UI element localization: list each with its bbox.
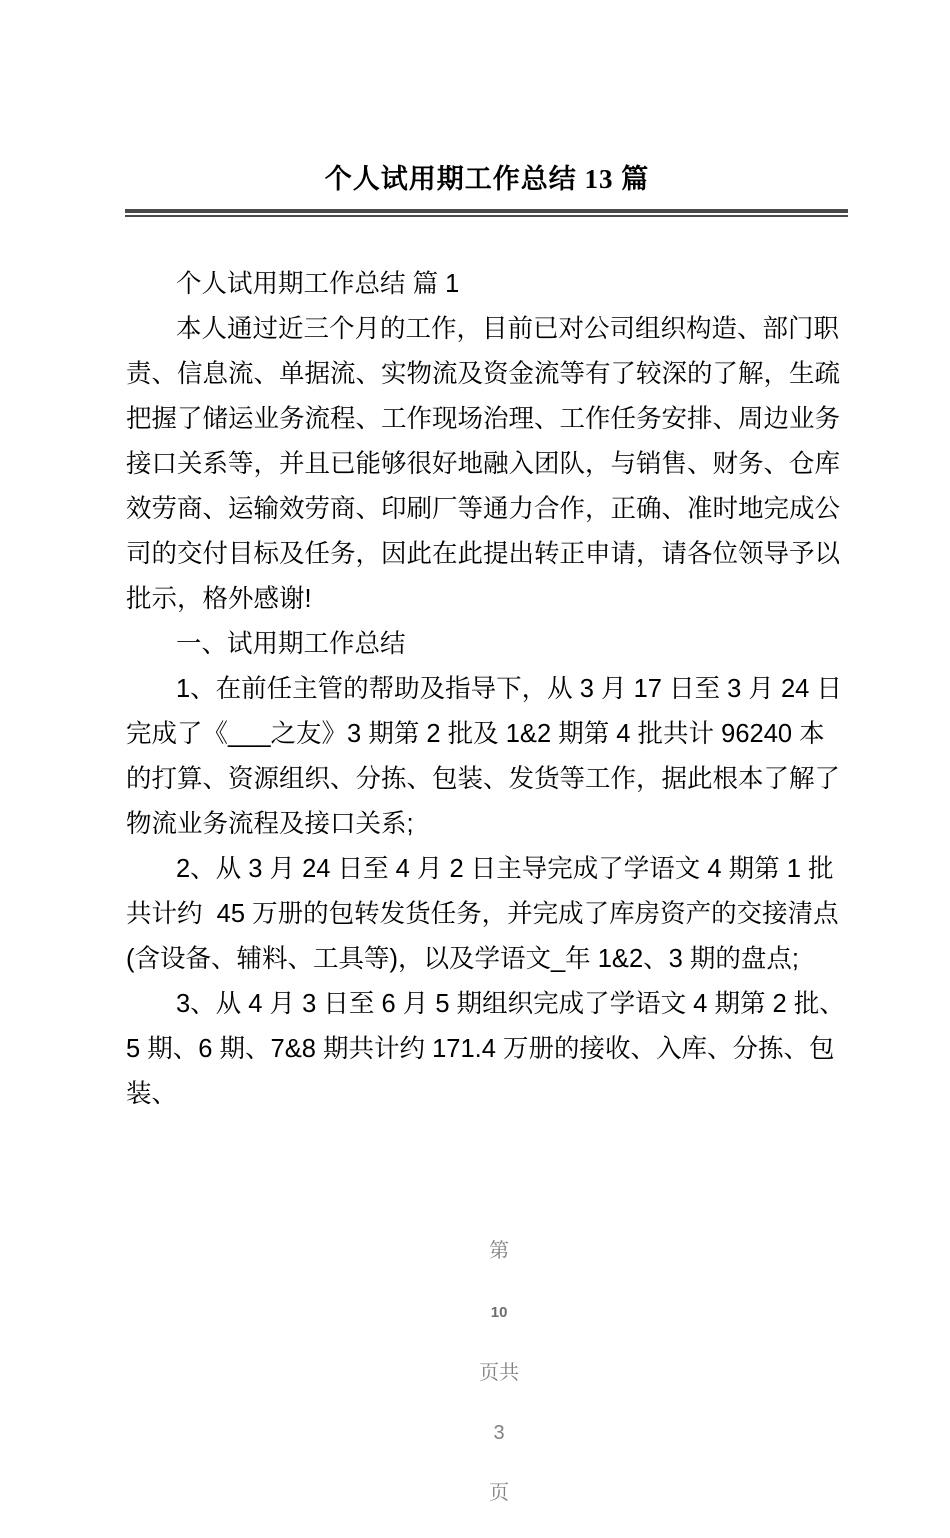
footer-middle: 页共 xyxy=(479,1362,520,1384)
paragraph-section-one: 一、试用期工作总结 xyxy=(176,630,406,658)
footer-total-pages: 3 xyxy=(493,1422,505,1444)
footer-prefix: 第 xyxy=(489,1240,510,1262)
footer-suffix: 页 xyxy=(489,1482,510,1504)
divider-thin-line xyxy=(125,215,848,217)
page-title: 个人试用期工作总结 13 篇 xyxy=(324,164,650,194)
footer-page-number: 10 xyxy=(490,1304,508,1321)
article-heading-1: 个人试用期工作总结 篇 1 xyxy=(176,270,460,298)
title-divider xyxy=(125,209,848,218)
paragraph-intro: 本人通过近三个月的工作，目前已对公司组织构造、部门职责、信息流、单据流、实物流及资金流等有了较深的了解，生疏 把握了储运业务流程、工作现场治理、工作任务安排、周边业务 接口关系等，并且已能够很好地融入团队，与销售、财务、仓库 效劳商、运输效劳商、印刷厂等通力合作，正确、准时地完成公 司的交付目标及任务，因此在此提出转正申请，请各位领导予以 批示，格外感谢! xyxy=(126,315,848,613)
paragraph-item-3: 3、从 4 月 3 日至 6 月 5 期组织完成了学语文 4 期第 2 批、5 期、6 期、7&8 期共计约 171.4 万册的接收、入库、分拣、包装、 xyxy=(126,990,845,1108)
paragraph-item-2: 2、从 3 月 24 日至 4 月 2 日主导完成了学语文 4 期第 1 批共计约 45 万册的包转发货任务，并完成了库房资产的交接清点(含设备、辅料、工具等)，以及学语文_年 1&2、3 期的盘点; xyxy=(126,855,839,973)
document-body xyxy=(126,262,850,1117)
paragraph-item-1: 1、在前任主管的帮助及指导下，从 3 月 17 日至 3 月 24 日完成了《___之友》3 期第 2 批及 1&2 期第 4 批共计 96240 本的打算、资源组织、分拣、包装、发货等工作，据此根本了解了物流业务流程及接口关系; xyxy=(126,675,842,838)
page-footer xyxy=(126,1206,850,1538)
